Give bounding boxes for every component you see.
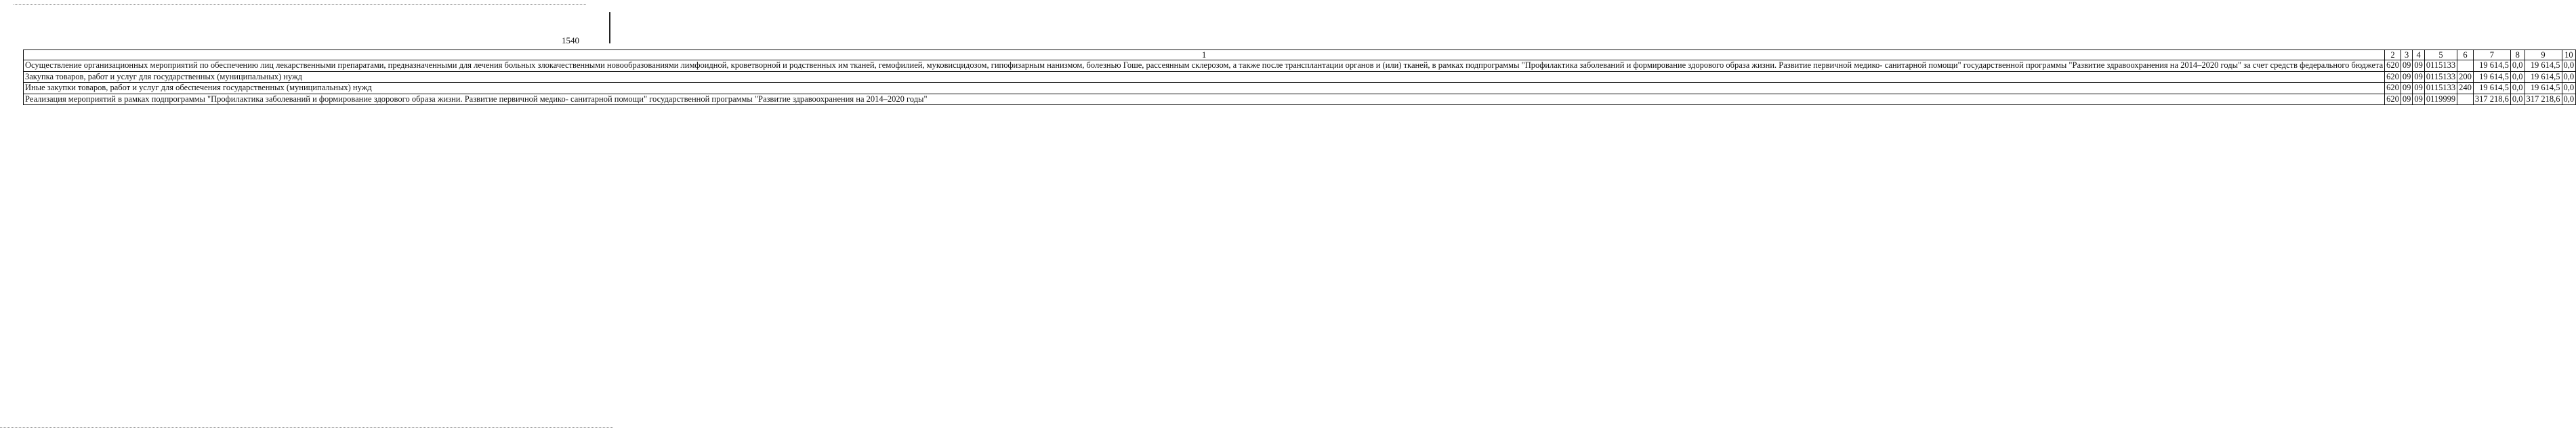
header-col-3: 3 bbox=[2401, 50, 2413, 60]
table-row bbox=[24, 94, 2576, 105]
header-col-5: 5 bbox=[2424, 50, 2457, 60]
amount-col-7: 19 614,5 bbox=[2473, 71, 2510, 83]
expense-type-code bbox=[2457, 60, 2474, 72]
amount-col-8: 0,0 bbox=[2510, 83, 2525, 94]
ministry-code: 620 bbox=[2385, 94, 2401, 105]
section-code: 09 bbox=[2401, 60, 2413, 72]
amount-col-10: 0,0 bbox=[2562, 60, 2576, 72]
expense-type-code bbox=[2457, 94, 2474, 105]
subsection-code: 09 bbox=[2413, 60, 2425, 72]
amount-col-10: 0,0 bbox=[2562, 71, 2576, 83]
target-article-code: 0115133 bbox=[2424, 71, 2457, 83]
page-number: 1540 bbox=[562, 35, 579, 45]
section-code: 09 bbox=[2401, 94, 2413, 105]
row-description: Закупка товаров, работ и услуг для государственных (муниципальных) нужд bbox=[24, 71, 2385, 83]
budget-table bbox=[23, 50, 2576, 105]
row-description: Иные закупки товаров, работ и услуг для обеспечения государственных (муниципальных) нужд bbox=[24, 83, 2385, 94]
row-description: Реализация мероприятий в рамках подпрограммы "Профилактика заболеваний и формирование здорового образа жизни. Развитие первичной медико- санитарной помощи" государственной программы "Развитие здравоохранения на 2014–2020 годы" bbox=[24, 94, 2385, 105]
header-col-2: 2 bbox=[2385, 50, 2401, 60]
amount-col-10: 0,0 bbox=[2562, 94, 2576, 105]
expense-type-code: 200 bbox=[2457, 71, 2474, 83]
amount-col-9: 19 614,5 bbox=[2525, 83, 2562, 94]
section-code: 09 bbox=[2401, 83, 2413, 94]
amount-col-10: 0,0 bbox=[2562, 83, 2576, 94]
header-col-6: 6 bbox=[2457, 50, 2474, 60]
scan-edge-mark bbox=[609, 12, 610, 43]
table-header-row bbox=[24, 50, 2576, 60]
subsection-code: 09 bbox=[2413, 71, 2425, 83]
header-col-7: 7 bbox=[2473, 50, 2510, 60]
amount-col-7: 19 614,5 bbox=[2473, 83, 2510, 94]
header-col-9: 9 bbox=[2525, 50, 2562, 60]
header-col-4: 4 bbox=[2413, 50, 2425, 60]
amount-col-9: 317 218,6 bbox=[2525, 94, 2562, 105]
amount-col-8: 0,0 bbox=[2510, 94, 2525, 105]
row-description: Осуществление организационных мероприятий по обеспечению лиц лекарственными препаратами, предназначенными для лечения больных злокачественными новообразованиями лимфоидной, кроветворной и родственных им тканей, гемофилией, муковисцидозом, гипофизарным нанизмом, болезнью Гоше, рассеянным склерозом, а также после трансплантации органов и (или) тканей, в рамках подпрограммы "Профилактика заболеваний и формирование здорового образа жизни. Развитие первичной медико- санитарной помощи" государственной программы "Развитие здравоохранения на 2014–2020 годы" за счет средств федерального бюджета bbox=[24, 60, 2385, 72]
scan-artifact-top bbox=[14, 4, 586, 5]
scan-artifact-bottom bbox=[0, 427, 613, 428]
header-col-10: 10 bbox=[2562, 50, 2576, 60]
amount-col-8: 0,0 bbox=[2510, 60, 2525, 72]
section-code: 09 bbox=[2401, 71, 2413, 83]
target-article-code: 0115133 bbox=[2424, 60, 2457, 72]
amount-col-7: 317 218,6 bbox=[2473, 94, 2510, 105]
amount-col-9: 19 614,5 bbox=[2525, 71, 2562, 83]
header-col-1: 1 bbox=[24, 50, 2385, 60]
subsection-code: 09 bbox=[2413, 94, 2425, 105]
subsection-code: 09 bbox=[2413, 83, 2425, 94]
table-row bbox=[24, 83, 2576, 94]
ministry-code: 620 bbox=[2385, 83, 2401, 94]
amount-col-8: 0,0 bbox=[2510, 71, 2525, 83]
target-article-code: 0119999 bbox=[2424, 94, 2457, 105]
header-col-8: 8 bbox=[2510, 50, 2525, 60]
amount-col-9: 19 614,5 bbox=[2525, 60, 2562, 72]
amount-col-7: 19 614,5 bbox=[2473, 60, 2510, 72]
expense-type-code: 240 bbox=[2457, 83, 2474, 94]
table-row bbox=[24, 71, 2576, 83]
ministry-code: 620 bbox=[2385, 60, 2401, 72]
ministry-code: 620 bbox=[2385, 71, 2401, 83]
target-article-code: 0115133 bbox=[2424, 83, 2457, 94]
table-row bbox=[24, 60, 2576, 72]
